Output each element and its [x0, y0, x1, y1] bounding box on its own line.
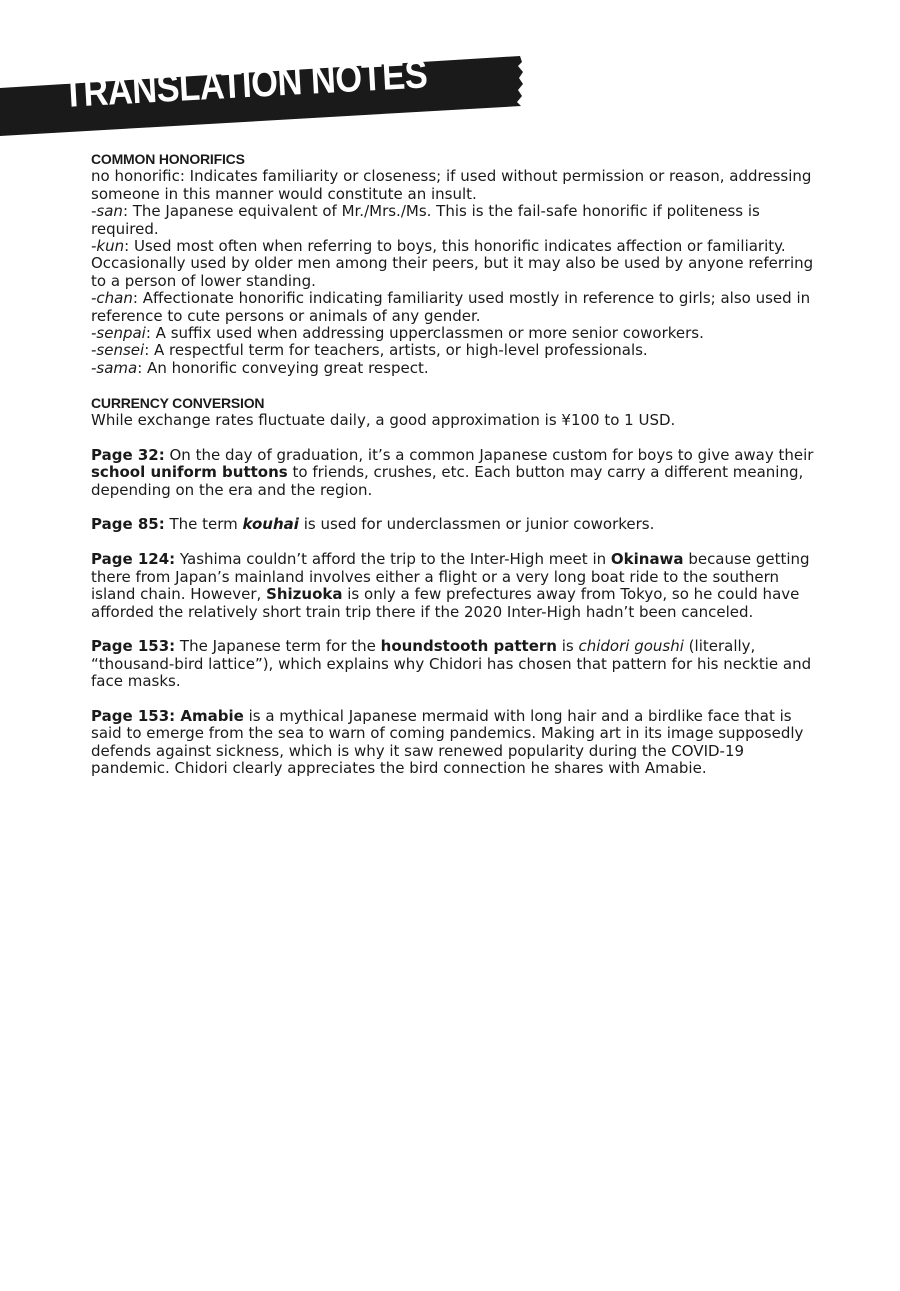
honorific-desc: : An honorific conveying great respect.: [137, 358, 429, 377]
honorific-desc: : Indicates familiarity or closeness; if used without permission or reason, addressing someone in this manner would constitute an insult.: [91, 167, 812, 203]
note-page-32: Page 32: On the day of graduation, it’s a common Japanese custom for boys to give away their school uniform buttons to friends, crushes, etc. Each button may carry a different meaning, depending on the era and the region.: [91, 445, 814, 499]
honorific-term: -san: [91, 202, 123, 221]
honorific-term: -chan: [91, 289, 133, 308]
honorific-entry: [91, 325, 826, 342]
currency-heading: CURRENCY CONVERSION: [91, 394, 265, 411]
honorific-desc: : Affectionate honorific indicating familiarity used mostly in reference to girls; also used in reference to cute persons or animals of any gender.: [91, 289, 811, 325]
honorific-entry: [91, 342, 826, 359]
note-page-ref: Page 153:: [91, 706, 176, 725]
honorific-term: -kun: [91, 237, 125, 256]
honorific-desc: : The Japanese equivalent of Mr./Mrs./Ms. This is the fail-safe honorific if politeness is required.: [91, 202, 760, 238]
honorific-entry: [91, 203, 826, 238]
honorific-term: -sama: [91, 358, 138, 377]
honorific-entry: [91, 360, 826, 377]
honorific-entry: [91, 238, 826, 290]
note-page-153-houndstooth: Page 153: The Japanese term for the houndstooth pattern is chidori goushi (literally, “thousand-bird lattice”), which explains why Chidori has chosen that pattern for his necktie and face masks.: [91, 637, 812, 691]
note-page-153-amabie: Page 153: Amabie is a mythical Japanese mermaid with long hair and a birdlike face that is said to emerge from the sea to warn of coming pandemics. Making art in its image supposedly defends against sickness, which is why it saw renewed popularity during the COVID-19 pandemic. Chidori clearly appreciates the bird connection he shares with Amabie.: [91, 706, 804, 778]
title-banner: [0, 0, 900, 150]
honorific-term: no honorific: [91, 167, 180, 186]
honorific-term: -senpai: [91, 324, 146, 343]
currency-text: While exchange rates fluctuate daily, a good approximation is ¥100 to 1 USD.: [91, 411, 676, 430]
honorific-desc: : Used most often when referring to boys, this honorific indicates affection or familiarity. Occasionally used by older men among their peers, but it may also be used by anyone referring to a person of lower standing.: [91, 237, 814, 290]
note-page-ref: Page 85:: [91, 515, 165, 534]
page-title: TRANSLATION NOTES: [61, 52, 429, 116]
note-page-ref: Page 32:: [91, 445, 165, 464]
honorific-desc: : A suffix used when addressing upperclassmen or more senior coworkers.: [145, 324, 704, 343]
honorific-entry: [91, 168, 826, 203]
honorifics-heading: COMMON HONORIFICS: [91, 151, 245, 167]
honorific-desc: : A respectful term for teachers, artists, or high-level professionals.: [144, 341, 648, 360]
honorific-entry: [91, 290, 826, 325]
note-page-85: Page 85: The term kouhai is used for underclassmen or junior coworkers.: [91, 515, 655, 534]
note-page-ref: Page 153:: [91, 637, 176, 656]
note-page-ref: Page 124:: [91, 550, 176, 569]
honorific-term: -sensei: [91, 341, 145, 360]
currency-section: [91, 395, 826, 430]
honorifics-section: [91, 151, 826, 377]
translation-notes-body: [91, 151, 826, 778]
note-page-124: Page 124: Yashima couldn’t afford the trip to the Inter-High meet in Okinawa because getting there from Japan’s mainland involves either a flight or a very long boat ride to the southern island chain. However, Shizuoka is only a few prefectures away from Tokyo, so he could have afforded the relatively short train trip there if the 2020 Inter-High hadn’t been canceled.: [91, 550, 810, 621]
